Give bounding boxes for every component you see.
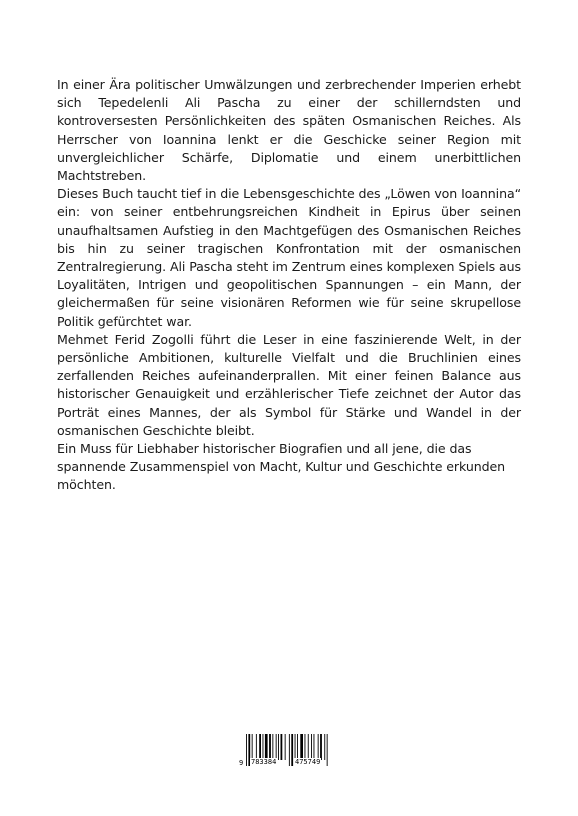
barcode-bar [295, 734, 296, 760]
barcode-bar [291, 734, 293, 766]
isbn-barcode [238, 734, 338, 768]
barcode-bar [269, 734, 271, 760]
barcode-bar [324, 734, 325, 760]
back-cover-blurb [57, 76, 521, 495]
blurb-paragraph-2: Dieses Buch taucht tief in die Lebensgeschichte des „Löwen von Ioannina“ ein: von seiner entbehrungsreichen Kindheit in Epirus über seinen unaufhaltsamen Aufstieg in den Machtgefügen des Osmanischen Reiches bis hin zu seiner tragischen Konfrontation mit der osmanischen Zentralregierung. Ali Pascha steht im Zentrum eines komplexen Spiels aus Loyalitäten, Intrigen und geopolitischen Spannungen – ein Mann, der gleichermaßen für seine visionären Reformen wie für seine skrupellose Politik gefürchtet war. [57, 186, 521, 329]
barcode-bar [246, 734, 247, 766]
barcode-bar [278, 734, 279, 760]
barcode-bar [285, 734, 286, 760]
blurb-paragraph-4: Ein Muss für Liebhaber historischer Biografien und all jene, die das spannende Zusammenspiel von Macht, Kultur und Geschichte erkunden möchten. [57, 441, 506, 493]
barcode-bar [252, 734, 253, 760]
barcode-bar [289, 734, 290, 766]
barcode-bar [314, 734, 315, 760]
blurb-paragraph-1: In einer Ära politischer Umwälzungen und zerbrechender Imperien erhebt sich Tepedelenli Ali Pascha zu einer der schillerndsten und kontroversesten Persönlichkeiten des späten Osmanischen Reiches. Als Herrscher von Ioannina lenkt er die Geschicke seiner Region mit unvergleichlicher Schärfe, Diplomatie und einem unerbittlichen Machtstreben. [57, 77, 521, 184]
barcode-bar [276, 734, 277, 760]
barcode-bar [272, 734, 273, 760]
barcode-bar [281, 734, 283, 760]
blurb-paragraph-3: Mehmet Ferid Zogolli führt die Leser in eine faszinierende Welt, in der persönliche Ambitionen, kulturelle Vielfalt und die Bruchlinien eines zerfallenden Reiches aufeinanderprallen. Mit einer feinen Balance aus historischer Genauigkeit und erzählerischer Tiefe zeichnet der Autor das Porträt eines Mannes, der als Symbol für Stärke und Wandel in der osmanischen Geschichte bleibt. [57, 331, 521, 438]
barcode-bar [256, 734, 257, 760]
barcode-bar [300, 734, 303, 760]
barcode-bar [320, 734, 322, 760]
barcode-bar [311, 734, 312, 760]
barcode-first-digit: 9 [239, 759, 244, 767]
barcode-right-group: 475749 [295, 758, 321, 766]
barcode-left-group: 783384 [251, 758, 277, 766]
barcode-bar [308, 734, 309, 760]
barcode-bar [265, 734, 268, 760]
barcode-bar [318, 734, 319, 760]
barcode-bar [305, 734, 306, 760]
barcode-bar [297, 734, 298, 760]
barcode-bar [259, 734, 261, 760]
barcode-bar [327, 734, 328, 766]
barcode-bar [263, 734, 264, 760]
